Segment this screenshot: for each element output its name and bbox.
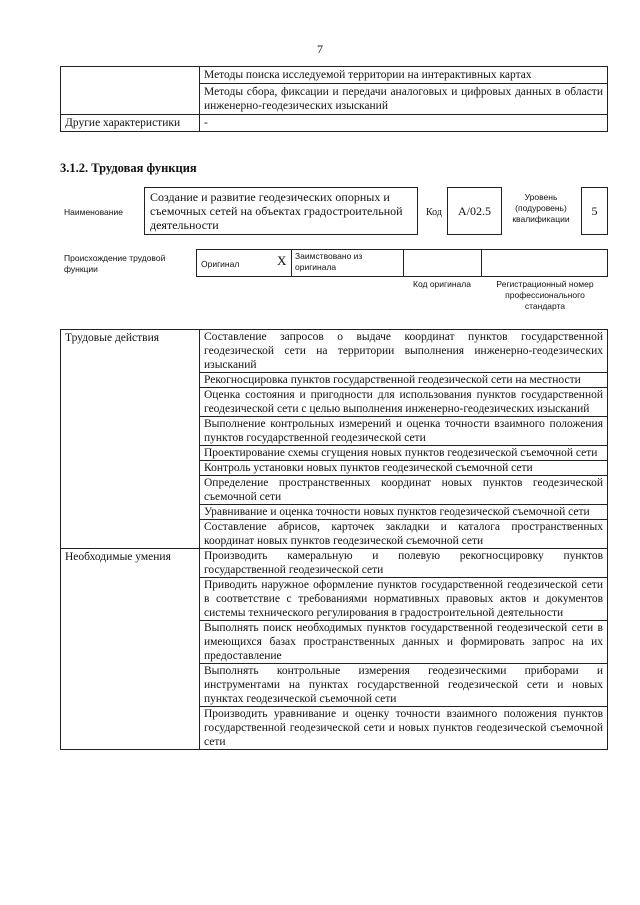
labor-action-item: Проектирование схемы сгущения новых пунктов геодезической съемочной сети bbox=[200, 446, 608, 461]
knowledge-item: Методы поиска исследуемой территории на интерактивных картах bbox=[200, 67, 608, 84]
original-mark: Х bbox=[277, 253, 287, 268]
other-characteristics-value: - bbox=[200, 115, 608, 132]
other-characteristics-label: Другие характеристики bbox=[61, 115, 200, 132]
origin-label: Происхождение трудовой функции bbox=[64, 253, 166, 274]
qualification-level-value: 5 bbox=[581, 187, 608, 235]
skill-item: Производить уравнивание и оценку точности взаимного положения пунктов государственной геодезической сети и новых пунктов геодезической съемочной сети bbox=[200, 707, 608, 750]
labor-action-item: Определение пространственных координат новых пунктов геодезической съемочной сети bbox=[200, 476, 608, 505]
registration-number-label: Регистрационный номер профессионального стандарта bbox=[496, 279, 594, 311]
function-code-value: А/02.5 bbox=[447, 187, 502, 235]
labor-action-item: Выполнение контрольных измерений и оценка точности взаимного положения пунктов государственной геодезической сети bbox=[200, 417, 608, 446]
skill-item: Выполнять контрольные измерения геодезическими приборами и инструментами на пунктах государственной геодезической сети и новых пунктах геодезической съемочной сети bbox=[200, 664, 608, 707]
function-name-value: Создание и развитие геодезических опорных и съемочных сетей на объектах градостроительной деятельности bbox=[144, 187, 418, 235]
knowledge-label-cell bbox=[61, 67, 200, 115]
labor-action-item: Составление абрисов, карточек закладки и каталога пространственных координат новых пунктов геодезической съемочной сети bbox=[200, 520, 608, 549]
registration-number-cell bbox=[481, 249, 608, 277]
skill-item: Выполнять поиск необходимых пунктов государственной геодезической сети в имеющихся базах пространственных данных и формировать запрос на их предоставление bbox=[200, 621, 608, 664]
labor-action-item: Составление запросов о выдаче координат пунктов государственной геодезической сети на территории выполнения инженерно-геодезических изысканий bbox=[200, 330, 608, 373]
labor-action-item: Контроль установки новых пунктов геодезической съемочной сети bbox=[200, 461, 608, 476]
labor-actions-label: Трудовые действия bbox=[61, 330, 200, 549]
skill-item: Производить камеральную и полевую рекогносцировку пунктов государственной геодезической сети bbox=[200, 549, 608, 578]
original-code-cell bbox=[403, 249, 482, 277]
knowledge-table-continuation bbox=[60, 66, 608, 132]
original-label: Оригинал bbox=[201, 259, 240, 269]
function-code-label: Код bbox=[426, 207, 442, 218]
function-details-table bbox=[60, 329, 608, 750]
skill-item: Приводить наружное оформление пунктов государственной геодезической сети в соответствие с требованиями нормативных правовых актов и документов системы технического регулирования в градостроительной деятельности bbox=[200, 578, 608, 621]
qualification-level-label: Уровень (подуровень) квалификации bbox=[512, 192, 570, 224]
labor-action-item: Уравнивание и оценка точности новых пунктов геодезической съемочной сети bbox=[200, 505, 608, 520]
skills-label: Необходимые умения bbox=[61, 549, 200, 750]
page-number: 7 bbox=[317, 42, 323, 56]
function-name-label: Наименование bbox=[64, 207, 123, 217]
knowledge-item: Методы сбора, фиксации и передачи аналоговых и цифровых данных в области инженерно-геодезических изысканий bbox=[200, 84, 608, 115]
section-heading: 3.1.2. Трудовая функция bbox=[60, 161, 197, 175]
labor-action-item: Оценка состояния и пригодности для использования пунктов государственной геодезической сети с целью выполнения инженерно-геодезических изысканий bbox=[200, 388, 608, 417]
original-code-label: Код оригинала bbox=[413, 279, 471, 289]
borrowed-label: Заимствовано из оригинала bbox=[291, 249, 404, 277]
labor-action-item: Рекогносцировка пунктов государственной геодезической сети на местности bbox=[200, 373, 608, 388]
